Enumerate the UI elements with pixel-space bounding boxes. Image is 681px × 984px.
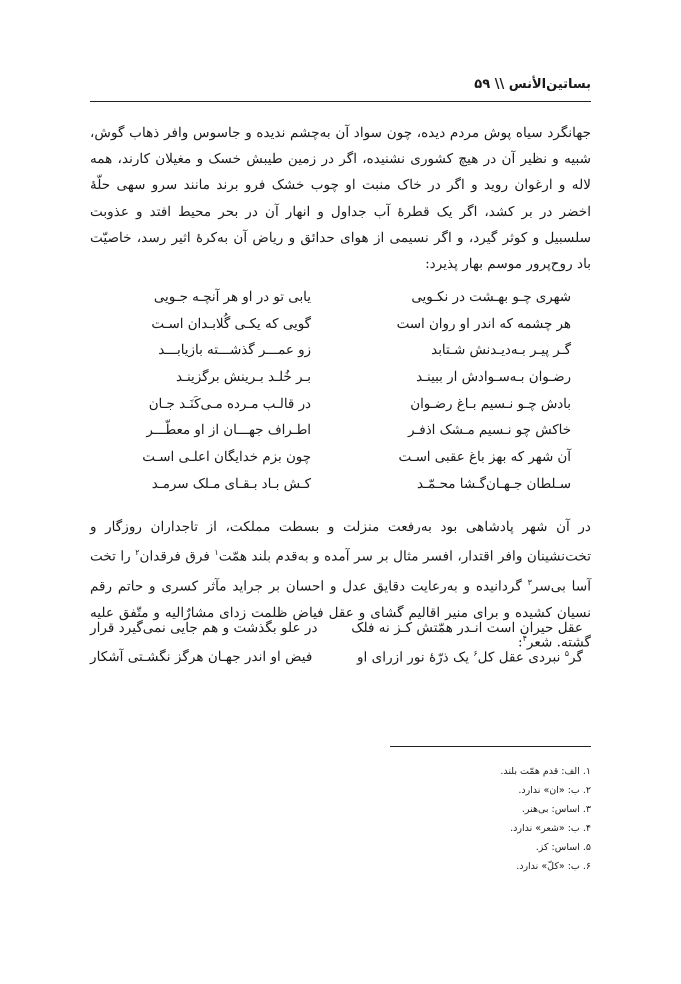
couplet-hemistich: در علو بگذشت و هم جایی نمی‌گیرد قرار bbox=[90, 620, 318, 636]
footnote-divider bbox=[390, 746, 591, 747]
paragraph-2-text: فرق فرقدان bbox=[139, 548, 215, 565]
footnote-ref-2: ۲ bbox=[135, 548, 140, 558]
footnote-ref-6: ۶ bbox=[473, 649, 478, 658]
running-header: بساتین‌الأنس \\ ۵۹ bbox=[474, 77, 591, 92]
verse-hemistich-second: گویی که یکـی گُلابـدان اسـت bbox=[151, 316, 311, 332]
verse-hemistich-second: بـر خُلـد بـرینش برگزینـد bbox=[176, 370, 311, 386]
verse-hemistich-second: اطـراف جهـــان از او معطّـــر bbox=[146, 423, 311, 439]
verse-hemistich-first: سـلطان جـهـان‌گـشا محـمّـد bbox=[417, 476, 571, 492]
footnote-item: ۳. اساس: بی‌هنر. bbox=[521, 804, 591, 815]
footnote-ref-1: ۱ bbox=[214, 548, 219, 558]
verse-hemistich-first: شهری چـو بهـشت در نکـویی bbox=[411, 290, 571, 305]
paragraph-2-text: را تخت آسا بی‌سر bbox=[90, 548, 591, 595]
verse-row bbox=[111, 317, 571, 344]
footnote-ref-3: ۳ bbox=[527, 577, 532, 587]
footnote-ref-5: ۵ bbox=[564, 649, 570, 658]
verse-row bbox=[111, 423, 571, 450]
couplet-row bbox=[90, 649, 591, 678]
verse-row bbox=[111, 343, 571, 370]
verse-hemistich-first: خاکش چو نـسیم مـشک اذفـر bbox=[408, 423, 571, 439]
footnotes bbox=[331, 762, 591, 876]
verse-block bbox=[111, 290, 571, 504]
paragraph-1: جهانگرد سیاه پوش مردم دیده، چون سواد آن به‌چشم ندیده و جاسوس وافر ذهاب گوش، شبیه و نظیر آن در هیچ کشوری نشنیده، اگر در زمین طیبش خسک و مغیلان کارند، همه لاله و ارغوان روید و اگر در خاک منبت او چوب خشک فرو برند مانند سرو سهی حلّهٔ اخضر در بر کشد، اگر یک قطرهٔ آب جداول و انهار آن در بحر محیط افتد و عذوبت سلسبیل و کوثر گیرد، و اگر نسیمی از هوای حدائق و ریاض آن به‌کرهٔ اثیر رسد، خاصیّت باد روح‌پرور موسم بهار پذیرد: bbox=[90, 125, 591, 273]
paragraph-2-text: گردانیده و به‌رعایت دقایق عدل و احسان بر جراید مآثر کسری و حاتم رقم نسیان کشیده و برای منیر اقالیم گشای و عقل فیاض ظلمت زدای مشارٌالیه و متّفق علیه گشته. شعر bbox=[90, 578, 591, 651]
verse-hemistich-second: زو عمـــر گذشـــته بازیابـــد bbox=[158, 343, 311, 359]
verse-hemistich-second: یابی تو در او هر آنچـه جـویی bbox=[153, 290, 311, 305]
couplet-hemistich bbox=[357, 649, 583, 678]
footnote-item: ۲. ب: «ان» ندارد. bbox=[518, 785, 591, 796]
couplet-text: یک ذرّهٔ نور ازرای او bbox=[356, 649, 474, 666]
couplet-hemistich: عقل حیران است انـدر همّتش کـز نه فلک bbox=[351, 620, 583, 636]
verse-row bbox=[111, 370, 571, 397]
verse-hemistich-first: گـر پیـر بـه‌دیـدنش شـتابد bbox=[431, 343, 571, 359]
paragraph-2-text: : bbox=[518, 634, 523, 651]
footnote-item: ۴. ب: «شعر» ندارد. bbox=[510, 823, 591, 834]
footnote-ref-4: ۴ bbox=[522, 633, 527, 643]
verse-hemistich-second: چون بزم خدایگان اعلـی اسـت bbox=[142, 450, 311, 466]
couplet-text: نبردی عقل کل bbox=[477, 649, 565, 666]
verse-hemistich-first: بادش چـو نـسیم بـاغ رضـوان bbox=[410, 396, 571, 412]
paragraph-2-text: در آن شهر پادشاهی بود به‌رفعت منزلت و بسطت مملکت، از تاجداران روزگار و تخت‌نشینان وافر اقتدار، افسر مثال بر سر آمده و به‌قدم بلند همّت bbox=[90, 519, 591, 565]
verse-row bbox=[111, 477, 571, 504]
couplet-block bbox=[90, 620, 591, 678]
couplet-hemistich: فیض او اندر جهـان هرگز نگشـتی آشکار bbox=[90, 649, 313, 665]
verse-hemistich-second: در قالـب مـرده مـی‌کَنَـد جـان bbox=[148, 396, 311, 412]
verse-hemistich-first: رضـوان بـه‌سـوادش ار ببینـد bbox=[416, 370, 571, 386]
verse-row bbox=[111, 397, 571, 424]
footnote-item: ۱. الف: قدم همّت بلند. bbox=[500, 766, 591, 777]
verse-row bbox=[111, 290, 571, 317]
footnote-item: ۶. ب: «کلّ» ندارد. bbox=[516, 861, 591, 872]
footnote-item: ۵. اساس: کز. bbox=[535, 842, 591, 853]
verse-hemistich-first: هر چشمه که اندر او روان است bbox=[396, 316, 571, 332]
verse-hemistich-first: آن شهر که بهز باغ عقبی اسـت bbox=[398, 450, 571, 466]
header-divider bbox=[90, 101, 591, 102]
couplet-row bbox=[90, 620, 591, 649]
couplet-text: گر bbox=[569, 649, 583, 666]
verse-hemistich-second: کـش بـاد بـقـای مـلک سرمـد bbox=[151, 476, 311, 492]
verse-row bbox=[111, 450, 571, 477]
